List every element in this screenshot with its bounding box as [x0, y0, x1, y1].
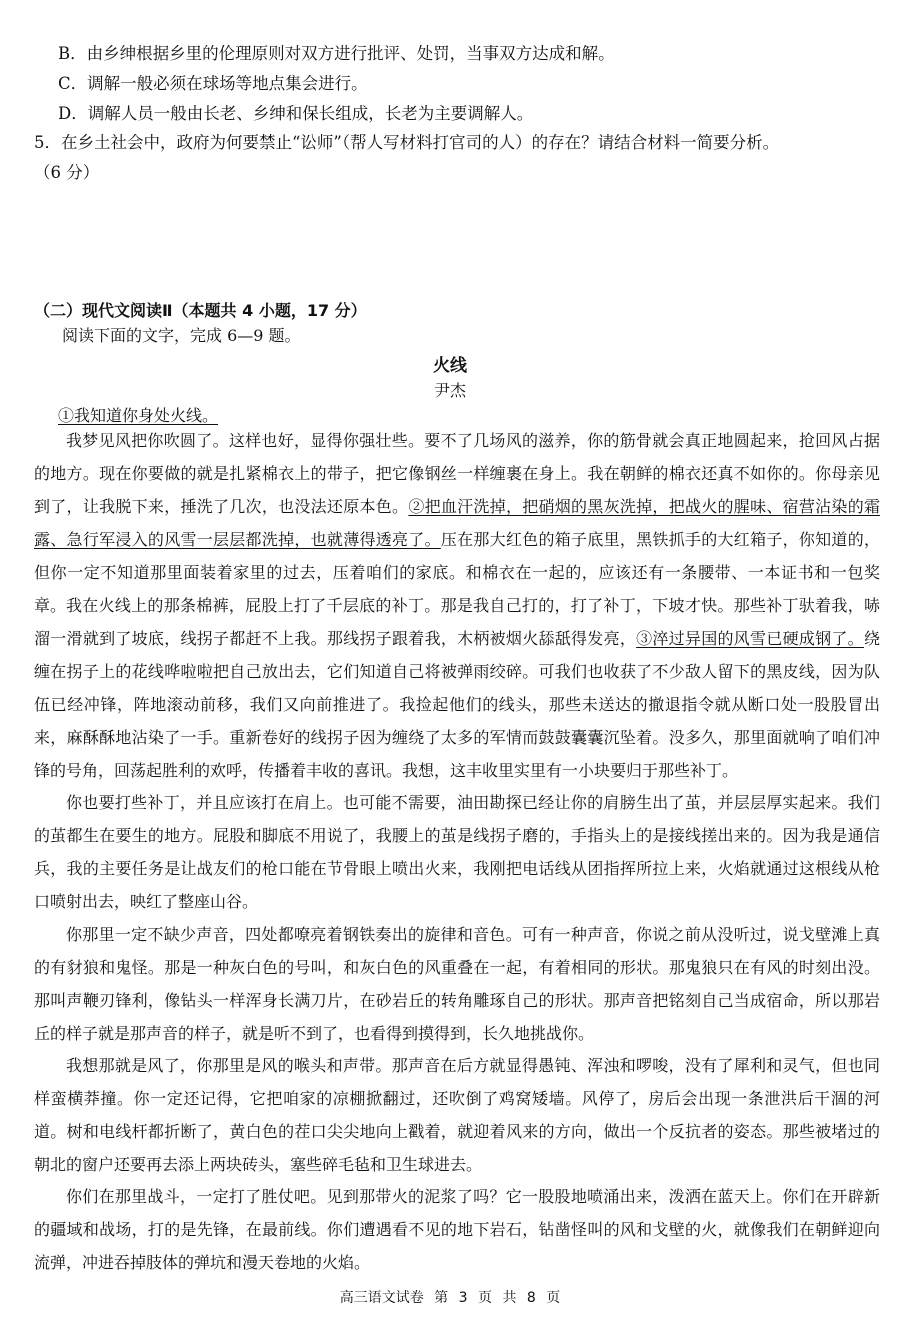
article-author: 尹杰 [433, 381, 466, 400]
section-instruction: 阅读下面的文字，完成 6—9 题。 [62, 326, 301, 345]
paragraph-3-text-b: 绕缠在拐子上的花线哗啦啦把自己放出去，它们知道自己将被弹雨绞碎。可我们也收获了不少敌人留下的黑皮线，因为队伍已经冲锋，阵地滚动前移，我们又向前推进了。我捡起他们的线头，那些未送达的撤退指令就从断口处一股股冒出来，麻酥酥地沾染了一手。重新卷好的线拐子因为缠绕了太多的军情而鼓鼓囊囊沉坠着。没多久，那里面就响了咱们冲锋的号角，回荡起胜利的欢呼，传播着丰收的喜讯。我想，这丰收里实里有一小块要归于那些补丁。 [34, 629, 880, 780]
paragraph-4: 你也要打些补丁，并且应该打在肩上。也可能不需要，油田勘探已经让你的肩膀生出了茧，并层层厚实起来。我们的茧都生在要生的地方。屁股和脚底不用说了，我腰上的茧是线拐子磨的，手指头上的是接线搓出来的。因为我是通信兵，我的主要任务是让战友们的枪口能在节骨眼上喷出火来，我刚把电话线从团指挥所拉上来，火焰就通过这根线从枪口喷射出去，映红了整座山谷。 [34, 793, 880, 911]
paragraph-6: 我想那就是风了，你那里是风的喉头和声带。那声音在后方就显得愚钝、浑浊和啰唆，没有了犀利和灵气，但也同样蛮横莽撞。你一定还记得，它把咱家的凉棚掀翻过，还吹倒了鸡窝矮墙。风停了，房后会出现一条泄洪后干涸的河道。树和电线杆都折断了，黄白色的茬口尖尖地向上戳着，就迎着风来的方向，做出一个反抗者的姿态。那些被堵过的朝北的窗户还要再去添上两块砖头，塞些碎毛毡和卫生球进去。 [34, 1056, 880, 1174]
question-5-text: 5．在乡土社会中，政府为何要禁止“讼师”（帮人写材料打官司的人）的存在？请结合材料一简要分析。 [34, 133, 780, 152]
underlined-sentence-3: ③淬过异国的风雪已硬成钢了。 [636, 629, 864, 648]
section-heading: （二）现代文阅读Ⅱ（本题共 4 小题，17 分） [34, 301, 367, 320]
underlined-sentence-1: ①我知道你身处火线。 [58, 406, 219, 425]
option-b: B．由乡绅根据乡里的伦理原则对双方进行批评、处罚，当事双方达成和解。 [58, 44, 615, 63]
paragraph-3 [34, 589, 880, 787]
paragraph-2-text-b: 压在那大红色的箱子底里，黑铁抓手的大红箱子，你知道的，但你一定不知道那里面装着家里的过去，压着咱们的家底。和棉衣在一起的，应该还有一条腰带、一本证书和一包奖章。 [34, 530, 880, 615]
question-5-score: （6 分） [34, 163, 100, 182]
option-d: D．调解人员一般由长老、乡绅和保长组成，长老为主要调解人。 [58, 104, 534, 123]
option-c: C．调解一般必须在球场等地点集会进行。 [58, 74, 368, 93]
article-title: 火线 [433, 356, 467, 376]
paragraph-3-text-a: 我在火线上的那条棉裤，屁股上打了千层底的补丁。那是我自己打的，打了补丁，下坡才快。那些补丁驮着我，哧溜一滑就到了坡底，线拐子都赶不上我。那线拐子跟着我，木柄被烟火舔舐得发亮， [34, 596, 880, 648]
underlined-sentence-2: ②把血汗洗掉，把硝烟的黑灰洗掉，把战火的腥味、宿营沾染的霜露、急行军浸入的风雪一层层都洗掉，也就薄得透亮了。 [34, 497, 880, 549]
page-footer: 高三语文试卷 第 3 页 共 8 页 [339, 1290, 561, 1306]
paragraph-5: 你那里一定不缺少声音，四处都嘹亮着钢铁奏出的旋律和音色。可有一种声音，你说之前从没听过，说戈壁滩上真的有豺狼和鬼怪。那是一种灰白色的号叫，和灰白色的风重叠在一起，有着相同的形状。那鬼狼只在有风的时刻出没。那叫声鞭刃锋利，像钻头一样浑身长满刀片，在砂岩丘的转角雕琢自己的形状。那声音把铭刻自己当成宿命，所以那岩丘的样子就是那声音的样子，就是听不到了，也看得到摸得到，长久地挑战你。 [34, 925, 880, 1043]
paragraph-7: 你们在那里战斗，一定打了胜仗吧。见到那带火的泥浆了吗？它一股股地喷涌出来，泼洒在蓝天上。你们在开辟新的疆域和战场，打的是先锋，在最前线。你们遭遇看不见的地下岩石，钻凿怪叫的风和戈壁的火，就像我们在朝鲜迎向流弹，冲进吞掉肢体的弹坑和漫天卷地的火焰。 [34, 1187, 880, 1272]
paragraph-2-text-a: 我梦见风把你吹圆了。这样也好，显得你强壮些。要不了几场风的滋养，你的筋骨就会真正地圆起来，抢回风占据的地方。现在你要做的就是扎紧棉衣上的带子，把它像钢丝一样缠裹在身上。我在朝鲜的棉衣还真不如你的。你母亲见到了，让我脱下来，捶洗了几次，也没法还原本色。 [34, 431, 880, 516]
